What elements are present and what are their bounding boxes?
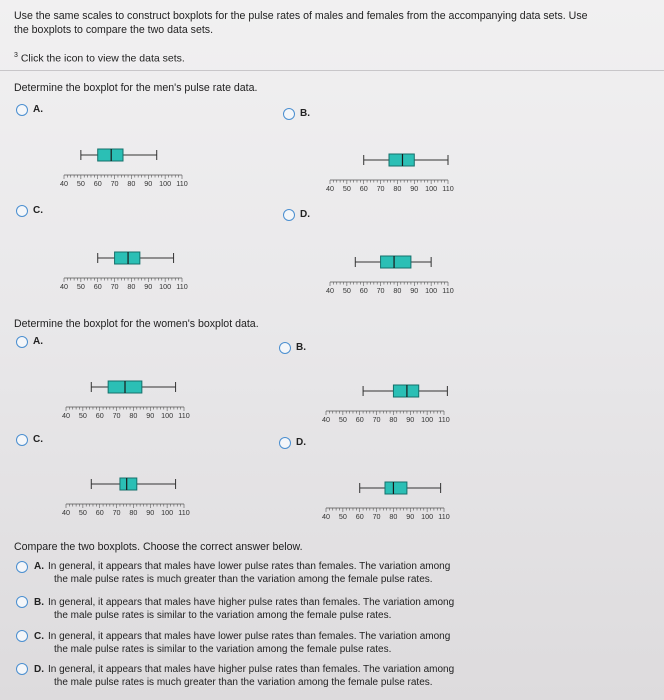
tick-label: 40 [62,508,70,517]
boxplot-svg [326,138,466,200]
compare-option-c-text: In general, it appears that males have lower pulse rates than females. The variation among [48,631,451,642]
compare-option-d-radio[interactable] [16,663,28,675]
men-option-d-label: D. [300,209,310,220]
tick-label: 90 [146,508,155,517]
tick-label: 90 [406,512,415,521]
tick-label: 100 [161,508,174,517]
tick-label: 40 [326,184,334,193]
men-option-c-radio[interactable] [16,205,28,217]
tick-label: 110 [442,184,454,193]
tick-label: 50 [76,179,85,188]
compare-option-c-line2: the male pulse rates is similar to the variation among the female pulse rates. [54,644,392,655]
men-question-prompt: Determine the boxplot for the men's pulse rate data. [14,82,258,94]
footnote-text: Click the icon to view the data sets. [20,52,185,65]
men-option-b-radio[interactable] [283,108,295,120]
iqr-box [393,385,418,397]
tick-label: 110 [178,411,190,420]
tick-label: 90 [146,411,155,420]
compare-option-a-radio[interactable] [16,561,28,573]
tick-label: 100 [161,411,174,420]
tick-label: 60 [95,508,104,517]
compare-option-d-label: D. [34,664,44,675]
men-boxplot-a [60,133,200,195]
compare-option-a-line2: the male pulse rates is much greater than the variation among the female pulse rates. [54,574,433,585]
tick-label: 60 [355,512,364,521]
women-boxplot-b [322,369,462,431]
men-option-c-label: C. [33,205,43,216]
tick-label: 50 [76,282,85,291]
tick-label: 60 [355,415,364,424]
tick-label: 60 [93,282,102,291]
compare-option-b-radio[interactable] [16,596,28,608]
iqr-box [115,252,140,264]
tick-label: 100 [159,282,172,291]
tick-label: 50 [338,415,347,424]
tick-label: 80 [393,286,402,295]
tick-label: 110 [438,415,450,424]
compare-option-d-line2: the male pulse rates is much greater than the variation among the female pulse rates. [54,677,433,688]
compare-option-d-text: In general, it appears that males have higher pulse rates than females. The variation among [48,664,455,675]
tick-label: 70 [110,179,119,188]
iqr-box [98,149,123,161]
tick-label: 80 [393,184,402,193]
boxplot-svg [322,369,462,431]
compare-option-a-label: A. [34,561,44,572]
boxplot-svg [326,240,466,302]
tick-label: 60 [359,184,368,193]
boxplot-svg [60,133,200,195]
tick-label: 110 [438,512,450,521]
tick-label: 70 [376,184,385,193]
boxplot-svg [62,365,202,427]
iqr-box [381,256,411,268]
tick-label: 80 [127,282,136,291]
instructions-line-2: the boxplots to compare the two data sets. [14,24,214,36]
compare-option-b-text: In general, it appears that males have higher pulse rates than females. The variation among [48,597,455,608]
tick-label: 60 [93,179,102,188]
women-option-c-label: C. [33,434,43,445]
women-boxplot-d [322,466,462,528]
women-option-d-radio[interactable] [279,437,291,449]
tick-label: 110 [176,179,188,188]
compare-option-c-radio[interactable] [16,630,28,642]
tick-label: 80 [389,415,398,424]
tick-label: 70 [112,411,121,420]
women-option-c-radio[interactable] [16,434,28,446]
compare-option-d-line1[interactable] [34,664,454,676]
tick-label: 90 [144,282,153,291]
tick-label: 50 [78,508,87,517]
tick-label: 100 [421,512,434,521]
tick-label: 100 [159,179,172,188]
tick-label: 110 [176,282,188,291]
compare-option-b-line2: the male pulse rates is similar to the variation among the female pulse rates. [54,610,392,621]
tick-label: 90 [410,286,419,295]
women-question-prompt: Determine the boxplot for the women's boxplot data. [14,318,259,330]
compare-option-b-label: B. [34,597,44,608]
compare-question-prompt: Compare the two boxplots. Choose the correct answer below. [14,541,303,553]
tick-label: 40 [322,512,330,521]
footnote-mark: 3 [14,52,18,59]
women-boxplot-c [62,462,202,524]
women-option-b-radio[interactable] [279,342,291,354]
instructions-line-1: Use the same scales to construct boxplots for the pulse rates of males and females from the accompanying data sets. Use [14,10,588,22]
tick-label: 60 [359,286,368,295]
boxplot-svg [62,462,202,524]
women-boxplot-a [62,365,202,427]
tick-label: 40 [62,411,70,420]
tick-label: 50 [342,286,351,295]
tick-label: 70 [112,508,121,517]
tick-label: 100 [421,415,434,424]
compare-option-a-line1[interactable] [34,561,450,573]
tick-label: 80 [127,179,136,188]
men-boxplot-d [326,240,466,302]
compare-option-c-line1[interactable] [34,631,450,643]
tick-label: 40 [60,179,68,188]
tick-label: 80 [129,411,138,420]
women-option-d-label: D. [296,437,306,448]
tick-label: 70 [372,512,381,521]
tick-label: 70 [110,282,119,291]
women-option-a-radio[interactable] [16,336,28,348]
tick-label: 50 [342,184,351,193]
tick-label: 70 [376,286,385,295]
tick-label: 100 [425,184,438,193]
tick-label: 100 [425,286,438,295]
iqr-box [389,154,414,166]
men-option-b-label: B. [300,108,310,119]
tick-label: 110 [178,508,190,517]
tick-label: 50 [78,411,87,420]
men-option-d-radio[interactable] [283,209,295,221]
tick-label: 90 [410,184,419,193]
boxplot-svg [60,236,200,298]
data-sets-link[interactable] [14,50,185,65]
compare-option-a-text: In general, it appears that males have lower pulse rates than females. The variation among [48,561,451,572]
compare-option-b-line1[interactable] [34,597,454,609]
tick-label: 80 [129,508,138,517]
tick-label: 80 [389,512,398,521]
tick-label: 40 [322,415,330,424]
men-option-a-label: A. [33,104,43,115]
men-option-a-radio[interactable] [16,104,28,116]
tick-label: 90 [144,179,153,188]
women-option-a-label: A. [33,336,43,347]
women-option-b-label: B. [296,342,306,353]
tick-label: 60 [95,411,104,420]
iqr-box [120,478,137,490]
tick-label: 70 [372,415,381,424]
compare-option-c-label: C. [34,631,44,642]
tick-label: 40 [60,282,68,291]
iqr-box [385,482,407,494]
men-boxplot-b [326,138,466,200]
men-boxplot-c [60,236,200,298]
tick-label: 40 [326,286,334,295]
boxplot-svg [322,466,462,528]
tick-label: 110 [442,286,454,295]
tick-label: 90 [406,415,415,424]
tick-label: 50 [338,512,347,521]
divider [0,70,664,71]
